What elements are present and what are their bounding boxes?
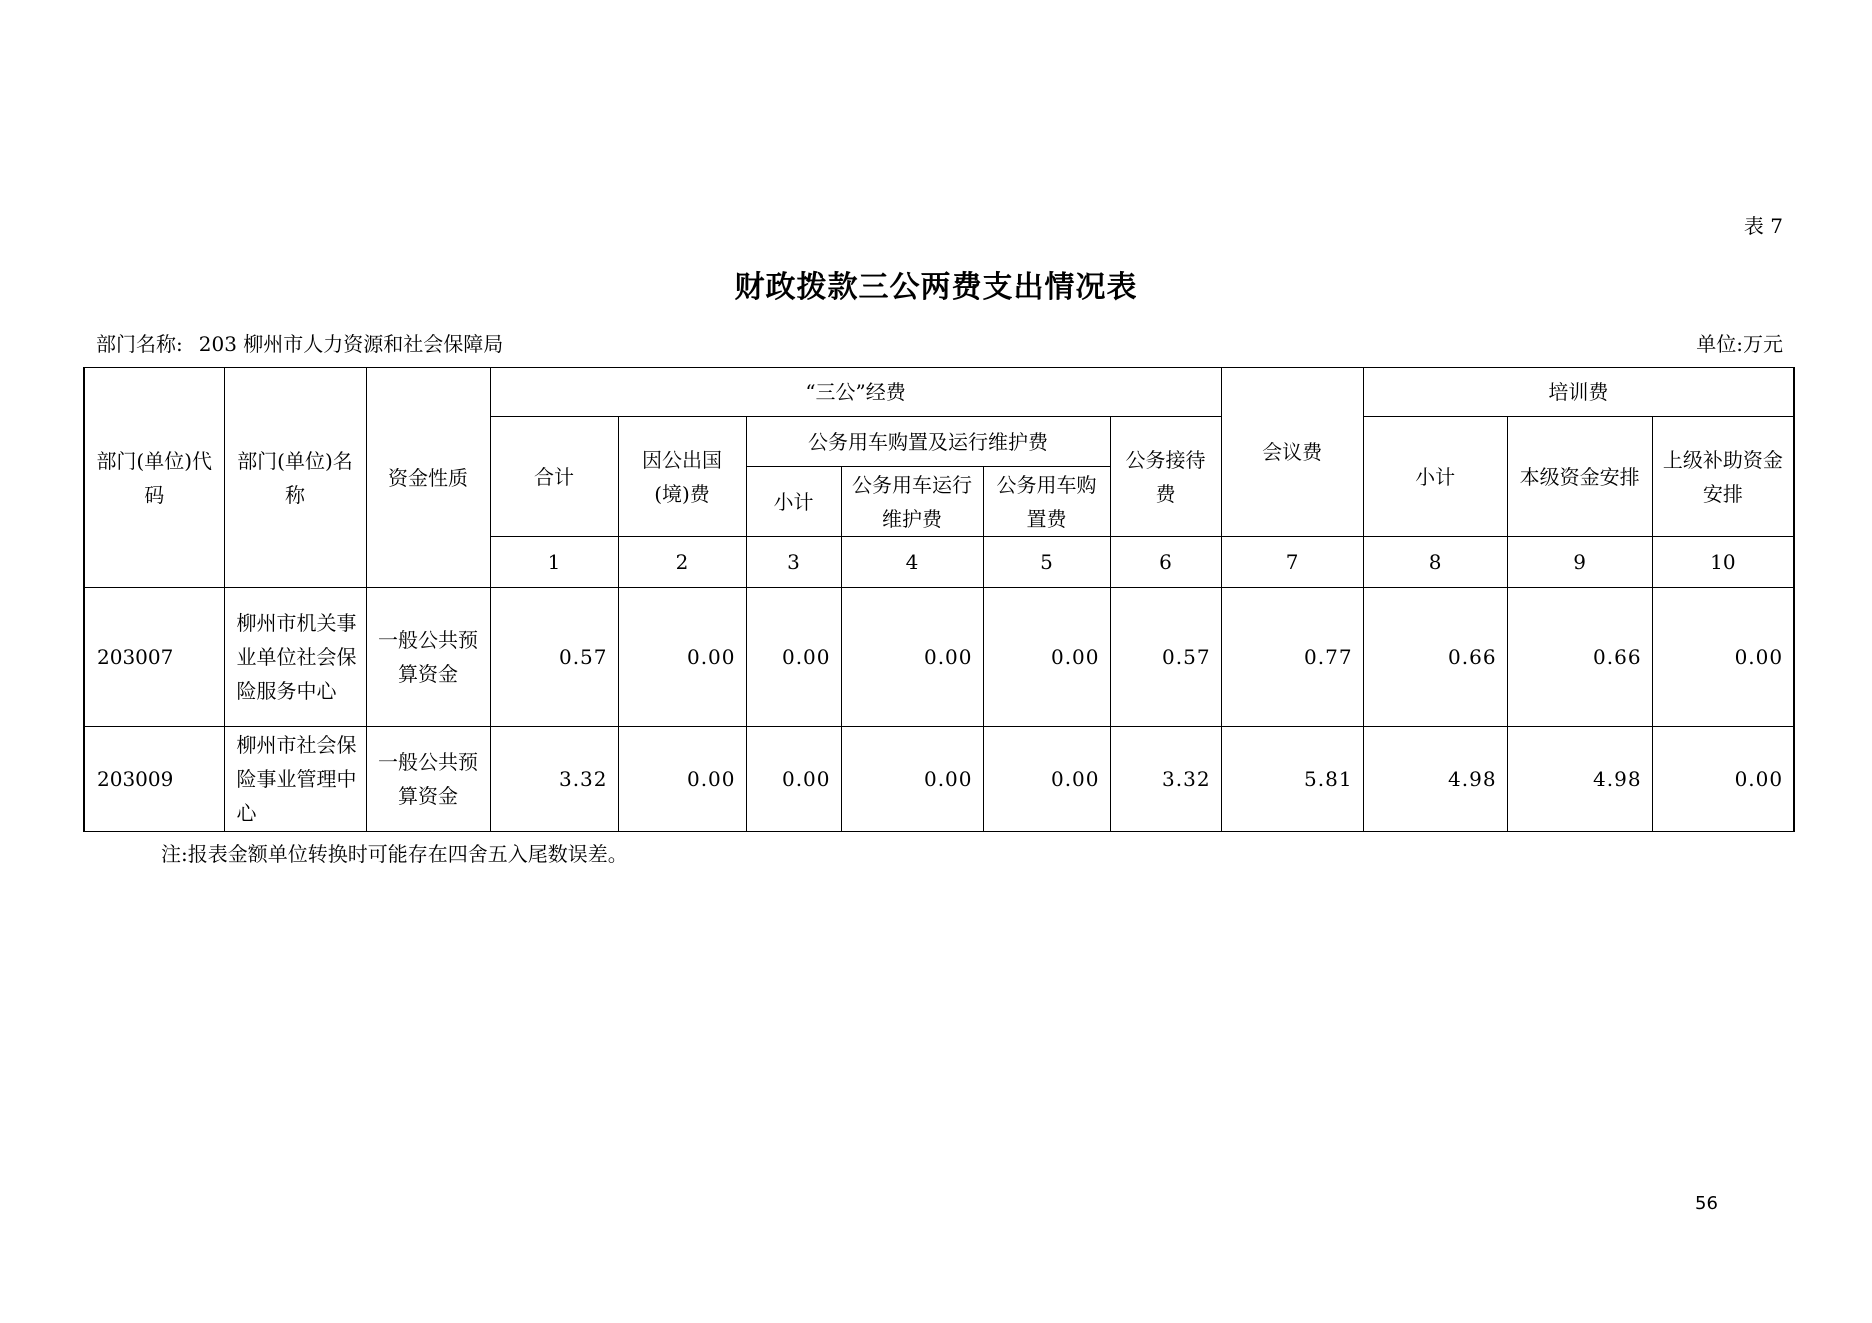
department-line <box>96 328 503 357</box>
header-training-superior: 上级补助资金安排 <box>1652 417 1794 537</box>
header-vehicle-subtotal: 小计 <box>746 467 841 537</box>
unit-label: 单位:万元 <box>1696 332 1783 356</box>
row-training-local: 0.66 <box>1507 588 1652 727</box>
row-training-superior: 0.00 <box>1652 588 1794 727</box>
department-label: 部门名称: <box>96 332 183 356</box>
row-vehicle-subtotal: 0.00 <box>746 727 841 832</box>
table-number: 表 7 <box>1743 214 1783 238</box>
header-vehicle: 公务用车购置及运行维护费 <box>746 417 1110 467</box>
row-meeting: 0.77 <box>1221 588 1363 727</box>
column-number: 10 <box>1652 537 1794 588</box>
column-number: 4 <box>841 537 983 588</box>
row-name: 柳州市机关事业单位社会保险服务中心 <box>224 588 366 727</box>
header-training-local: 本级资金安排 <box>1507 417 1652 537</box>
header-reception: 公务接待费 <box>1110 417 1221 537</box>
column-number: 8 <box>1363 537 1507 588</box>
header-total: 合计 <box>490 417 618 537</box>
header-dept-name: 部门(单位)名称 <box>224 368 366 588</box>
header-dept-code: 部门(单位)代码 <box>84 368 224 588</box>
header-training-subtotal: 小计 <box>1363 417 1507 537</box>
department-value: 203 柳州市人力资源和社会保障局 <box>198 332 504 356</box>
row-abroad: 0.00 <box>618 727 746 832</box>
footnote: 注:报表金额单位转换时可能存在四舍五入尾数误差。 <box>161 842 628 866</box>
table-row <box>84 727 1794 832</box>
header-sangong: “三公”经费 <box>490 368 1221 417</box>
row-code: 203009 <box>84 727 224 832</box>
table-row <box>84 588 1794 727</box>
row-abroad: 0.00 <box>618 588 746 727</box>
header-abroad: 因公出国(境)费 <box>618 417 746 537</box>
row-training-subtotal: 4.98 <box>1363 727 1507 832</box>
column-number: 5 <box>983 537 1110 588</box>
header-row-1 <box>84 368 1794 417</box>
row-reception: 0.57 <box>1110 588 1221 727</box>
row-total: 3.32 <box>490 727 618 832</box>
header-fund-nature: 资金性质 <box>366 368 490 588</box>
row-reception: 3.32 <box>1110 727 1221 832</box>
header-vehicle-purchase: 公务用车购置费 <box>983 467 1110 537</box>
row-vehicle-operation: 0.00 <box>841 588 983 727</box>
row-vehicle-purchase: 0.00 <box>983 588 1110 727</box>
row-vehicle-subtotal: 0.00 <box>746 588 841 727</box>
report-title: 财政拨款三公两费支出情况表 <box>734 270 1138 305</box>
row-meeting: 5.81 <box>1221 727 1363 832</box>
row-code: 203007 <box>84 588 224 727</box>
row-fund-nature: 一般公共预算资金 <box>366 588 490 727</box>
header-training: 培训费 <box>1363 368 1794 417</box>
row-training-subtotal: 0.66 <box>1363 588 1507 727</box>
column-number: 1 <box>490 537 618 588</box>
row-vehicle-operation: 0.00 <box>841 727 983 832</box>
column-number: 6 <box>1110 537 1221 588</box>
expenditure-table <box>83 367 1795 832</box>
row-fund-nature: 一般公共预算资金 <box>366 727 490 832</box>
header-meeting: 会议费 <box>1221 368 1363 537</box>
column-number: 9 <box>1507 537 1652 588</box>
page-number: 56 <box>1695 1193 1718 1214</box>
column-number: 3 <box>746 537 841 588</box>
row-total: 0.57 <box>490 588 618 727</box>
row-training-superior: 0.00 <box>1652 727 1794 832</box>
column-number: 2 <box>618 537 746 588</box>
header-vehicle-operation: 公务用车运行维护费 <box>841 467 983 537</box>
row-vehicle-purchase: 0.00 <box>983 727 1110 832</box>
row-name: 柳州市社会保险事业管理中心 <box>224 727 366 832</box>
row-training-local: 4.98 <box>1507 727 1652 832</box>
column-number: 7 <box>1221 537 1363 588</box>
